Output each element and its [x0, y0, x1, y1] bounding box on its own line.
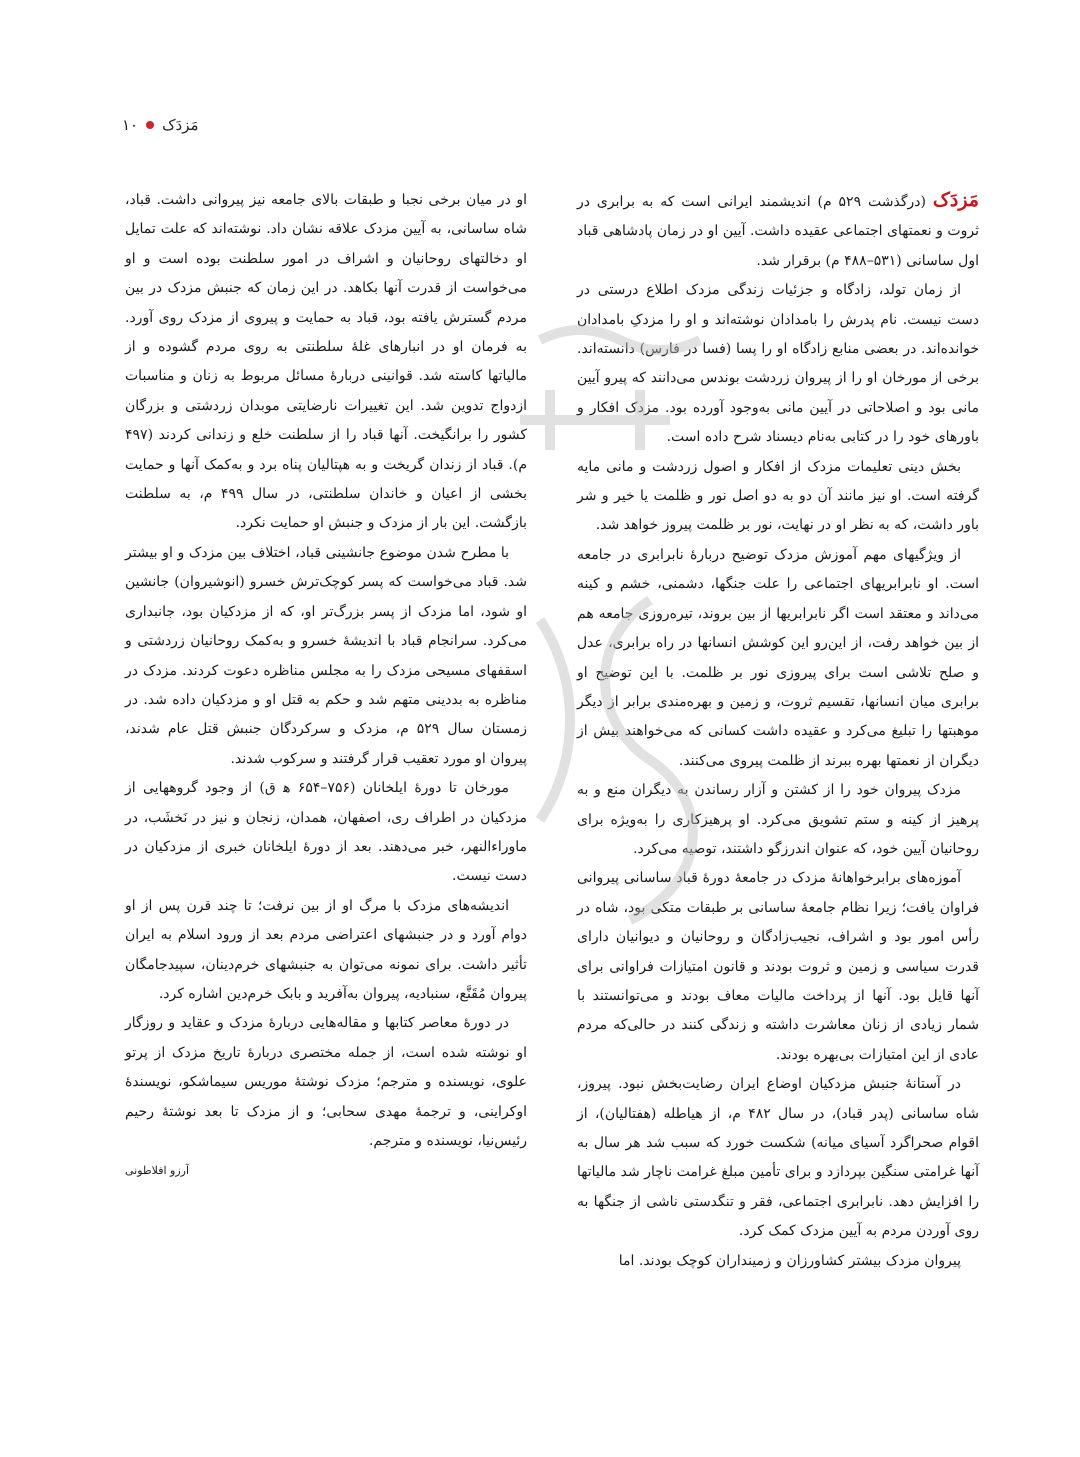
- page-number: ۱۰: [122, 116, 139, 134]
- paragraph: در دورهٔ معاصر کتابها و مقاله‌هایی دربارهٔ مزدک و عقاید و روزگار او نوشته شده است، از جمله مختصری دربارهٔ تاریخ مزدک از پرتو علوی، نویسنده و مترجم؛ مزدک نوشتهٔ موریس سیماشکو، نویسندهٔ اوکراینی، و ترجمهٔ مهدی سحابی؛ و از مزدک تا بعد نوشتهٔ رحیم رئیس‌نیا، نویسنده و مترجم.: [125, 1015, 527, 1149]
- paragraph: آموزه‌های برابرخواهانهٔ مزدک در جامعهٔ دورهٔ قباد ساسانی پیروانی فراوان یافت؛ زیرا نظام جامعهٔ ساسانی بر طبقات متکی بود، شاه در رأس امور بود و اشراف، نجیب‌زادگان و روحانیان و دیوانیان دارای قدرت سیاسی و زمین و ثروت بودند و قانون امتیازات فراوانی برای آنها قایل بود. آنها از پرداخت مالیات معاف بودند و می‌توانستند با شمار زیادی از زنان معاشرت داشته و زندگی کنند در حالی‌که مردم عادی از این امتیازات بی‌بهره بودند.: [577, 870, 979, 1063]
- paragraph: اندیشه‌های مزدک با مرگ او از بین نرفت؛ تا چند قرن پس از او دوام آورد و در جنبشهای اعتراضی مردم بعد از ورود اسلام به ایران تأثیر داشت. برای نمونه می‌توان به جنبشهای خرم‌دینان، سپیدجامگان پیروان مُقَنَّع، سنبادیه، پیروان به‌آفرید و بابک خرم‌دین اشاره کرد.: [125, 897, 527, 1002]
- paragraph: بخش دینی تعلیمات مزدک از افکار و اصول زردشت و مانی مایه گرفته است. او نیز مانند آن دو به دو اصل نور و ظلمت یا خیر و شر باور داشت، که به نظر او در نهایت، نور بر ظلمت پیروز خواهد شد.: [577, 458, 979, 534]
- author-credit: آرزو افلاطونی: [125, 1164, 190, 1178]
- paragraph: مورخان تا دورهٔ ایلخانان (۷۵۶–۶۵۴ ه‍ ق) از وجود گروههایی از مزدکیان در اطراف ری، اصفهان، همدان، زنجان و نیز در نَخشَب، در ماوراءالنهر، خبر می‌دهند. بعد از دورهٔ ایلخانان خبری از مزدکیان در دست نیست.: [125, 780, 527, 885]
- red-dot-icon: [146, 121, 154, 129]
- right-column: [577, 186, 979, 1276]
- paragraph: از زمان تولد، زادگاه و جزئیات زندگی مزدک اطلاع درستی در دست نیست. نام پدرش را بامدادان نوشته‌اند و او را مزدکِ بامدادان خوانده‌اند. در بعضی منابع زادگاه او را پسا (فسا در فارس) دانسته‌اند. برخی از مورخان او را از پیروان زردشت بوندس می‌دانند که پیرو آیین مانی بود و اصلاحاتی در آیین مانی به‌وجود آورده بود. مزدک افکار و باورهای خود را در کتابی به‌نام دیسناد شرح داده است.: [577, 282, 979, 446]
- left-column: [125, 186, 527, 1186]
- paragraph: از ویژگیهای مهم آموزش مزدک توضیح دربارهٔ نابرابری در جامعه است. او نابرابریهای اجتماعی را علت جنگها، دشمنی، خشم و کینه می‌داند و معتقد است اگر نابرابریها از بین بروند، تیره‌روزی جامعه هم از بین خواهد رفت، از این‌رو این کوشش انسانها در راه برابری، عدل و صلح تلاشی است برای پیروزی نور بر ظلمت. با این توضیح او برابری میان انسانها، تقسیم ثروت، و زمین و بهره‌مندی برابر از دیگر موهبتها را تبلیغ می‌کرد و عقیده داشت کسانی که می‌خواهند بیش از دیگران از نعمتها بهره ببرند از ظلمت پیروی می‌کنند.: [577, 546, 979, 769]
- paragraph: در آستانهٔ جنبش مزدکیان اوضاع ایران رضایت‌بخش نبود. پیروز، شاه ساسانی (پدر قباد)، در سال ۴۸۲ م، از هیاطله (هفتالیان)، از اقوام صحراگرد آسیای میانه) شکست خورد که سبب شد هر سال به آنها غرامتی سنگین بپردازد و برای تأمین مبلغ غرامت ناچار شد مالیاتها را افزایش دهد. نابرابری اجتماعی، فقر و تنگدستی ناشی از جنگها به روی آوردن مردم به آیین مزدک کمک کرد.: [577, 1076, 979, 1240]
- paragraph: پیروان مزدک بیشتر کشاورزان و زمینداران کوچک بودند. اما: [618, 1252, 961, 1269]
- entry-headword: مَزدَک: [932, 189, 979, 211]
- paragraph: مزدک پیروان خود را از کشتن و آزار رساندن به دیگران منع و به پرهیز از کینه و ستم تشویق می‌کرد. او پرهیزکاری را به‌ویژه برای روحانیان آیین خود، که عنوان اندرزگو داشتند، توصیه می‌کرد.: [577, 782, 979, 857]
- paragraph: او در میان برخی نجبا و طبقات بالای جامعه نیز پیروانی داشت. قباد، شاه ساسانی، به آیین مزدک علاقه نشان داد. نوشته‌اند که علت تمایل او دخالتهای روحانیان و اشراف در امور سلطنت بوده است و او می‌خواست از قدرت آنها بکاهد. در این زمان که جنبش مزدک در بین مردم گسترش یافته بود، قباد به حمایت و پیروی از مزدک روی آورد. به فرمان او در انبارهای غلهٔ سلطنتی به روی مردم گشوده و از مالیاتها کاسته شد. قوانینی دربارهٔ مسائل مربوط به زنان و مناسبات ازدواج تدوین شد. این تغییرات نارضایتی موبدان زردشتی و بزرگان کشور را برانگیخت. آنها قباد را از سلطنت خلع و زندانی کردند (۴۹۷ م). قباد از زندان گریخت و به هپتالیان پناه برد و به‌کمک آنها و حمایت بخشی از اعیان و خاندان سلطنتی، در سال ۴۹۹ م، به سلطنت بازگشت. این بار از مزدک و جنبش او حمایت نکرد.: [125, 192, 527, 532]
- paragraph: با مطرح شدن موضوع جانشینی قباد، اختلاف بین مزدک و او بیشتر شد. قباد می‌خواست که پسر کوچک‌ترش خسرو (انوشیروان) جانشین او شود، اما مزدک از پسر بزرگ‌تر او، که از مزدکیان بود، جانبداری می‌کرد. سرانجام قباد با اندیشهٔ خسرو و به‌کمک روحانیان زردشتی و اسقفهای مسیحی مزدک را به مجلس مناظره دعوت کردند. مزدک در مناظره به بددینی متهم شد و حکم به قتل او و مزدکیان داده شد. در زمستان سال ۵۲۹ م، مزدک و سرکردگان جنبش قتل عام شدند، پیروان او مورد تعقیب قرار گرفتند و سرکوب شدند.: [125, 544, 527, 767]
- running-title: مَزدَک: [162, 116, 199, 134]
- paragraph: مَزدَک (درگذشت ۵۲۹ م) اندیشمند ایرانی است که به برابری در ثروت و نعمتهای اجتماعی عقیده داشت. آیین او در زمان پادشاهی قباد اول ساسانی (۵۳۱–۴۸۸ م) برقرار شد.: [577, 189, 979, 269]
- page-header: [122, 116, 199, 134]
